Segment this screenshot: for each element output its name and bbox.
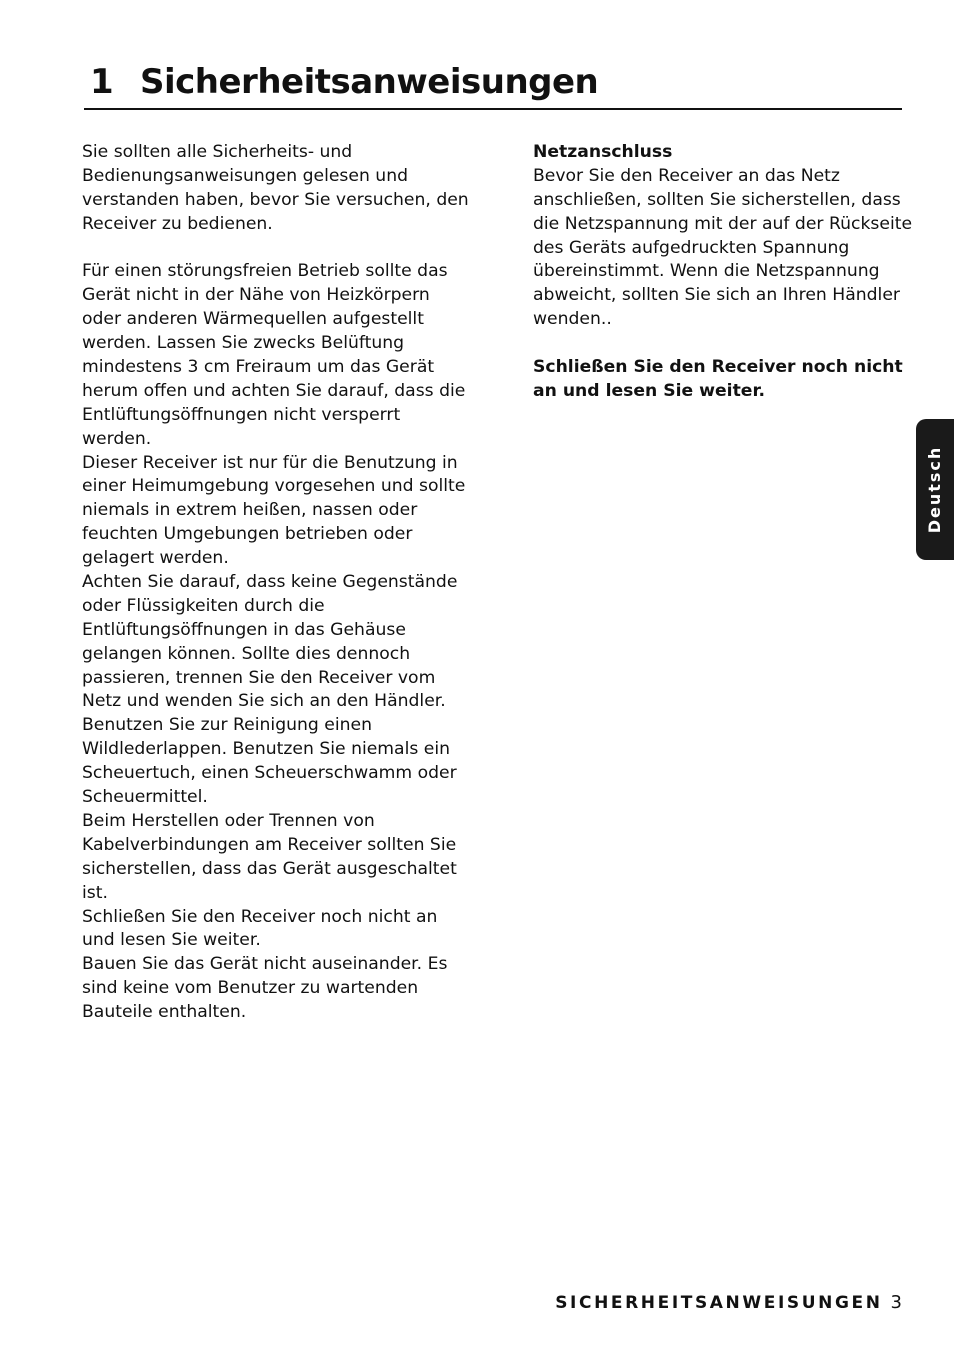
text-line: anschließen, sollten Sie sicherstellen, dass <box>533 189 901 210</box>
text-line: mindestens 3 cm Freiraum um das Gerät <box>82 357 435 378</box>
paragraph-gap <box>82 237 454 261</box>
text-line: Dieser Receiver ist nur für die Benutzung in <box>82 452 458 473</box>
text-line: werden. <box>82 428 152 449</box>
text-line: Bauen Sie das Gerät nicht auseinander. Es <box>82 954 448 975</box>
left-column <box>82 141 469 1025</box>
text-line: Kabelverbindungen am Receiver sollten Sie <box>82 834 457 855</box>
text-line: oder Flüssigkeiten durch die <box>82 595 325 616</box>
page-footer <box>555 1290 902 1316</box>
page-number: 3 <box>890 1292 902 1313</box>
language-tab <box>916 419 954 560</box>
right-column <box>533 141 913 404</box>
text-line: Bauteile enthalten. <box>82 1002 247 1023</box>
chapter-number: 1 <box>90 62 114 102</box>
text-line: Scheuermittel. <box>82 787 208 808</box>
text-line: Sie sollten alle Sicherheits- und <box>82 142 353 162</box>
footer-section-title: SICHERHEITSANWEISUNGEN <box>555 1293 883 1313</box>
text-line: einer Heimumgebung vorgesehen und sollte <box>82 476 466 497</box>
text-line: Beim Herstellen oder Trennen von <box>82 810 375 831</box>
text-line: Entlüftungsöffnungen in das Gehäuse <box>82 619 406 640</box>
text-line: niemals in extrem heißen, nassen oder <box>82 500 418 521</box>
intro-paragraph <box>82 141 469 237</box>
text-line: ist. <box>82 882 108 903</box>
power-connection-subheading: Netzanschluss <box>533 142 673 162</box>
text-line: Schließen Sie den Receiver noch nicht an <box>82 906 438 927</box>
text-line: und lesen Sie weiter. <box>82 930 261 951</box>
paragraph-gap <box>533 332 905 356</box>
text-line: Entlüftungsöffnungen nicht versperrt <box>82 404 401 425</box>
text-line: Netz und wenden Sie sich an den Händler. <box>82 691 446 712</box>
text-line: Schließen Sie den Receiver noch nicht <box>533 357 903 378</box>
power-connection-paragraph <box>533 165 913 332</box>
text-line: übereinstimmt. Wenn die Netzspannung <box>533 261 880 282</box>
text-line: des Geräts aufgedruckten Spannung <box>533 237 850 258</box>
text-line: sicherstellen, dass das Gerät ausgeschaltet <box>82 858 457 879</box>
text-line: gelagert werden. <box>82 548 229 569</box>
text-line: Wildlederlappen. Benutzen Sie niemals ein <box>82 739 451 760</box>
text-line: herum offen und achten Sie darauf, dass die <box>82 380 466 401</box>
text-line: Bedienungsanweisungen gelesen und <box>82 165 409 186</box>
text-line: die Netzspannung mit der auf der Rückseite <box>533 213 913 234</box>
warning-note <box>533 356 905 404</box>
text-line: gelangen können. Sollte dies dennoch <box>82 643 411 664</box>
text-line: Benutzen Sie zur Reinigung einen <box>82 715 372 736</box>
text-line: wenden.. <box>533 309 612 330</box>
text-line: abweicht, sollten Sie sich an Ihren Händler <box>533 285 900 306</box>
safety-instructions <box>82 260 466 1025</box>
text-line: verstanden haben, bevor Sie versuchen, den <box>82 189 469 210</box>
text-line: an und lesen Sie weiter. <box>533 380 765 401</box>
text-line: Bevor Sie den Receiver an das Netz <box>533 165 840 186</box>
text-line: passieren, trennen Sie den Receiver vom <box>82 667 436 688</box>
chapter-title: Sicherheitsanweisungen <box>140 62 599 102</box>
chapter-heading <box>84 58 902 110</box>
text-line: werden. Lassen Sie zwecks Belüftung <box>82 333 405 354</box>
text-line: sind keine vom Benutzer zu wartenden <box>82 978 419 999</box>
text-line: feuchten Umgebungen betrieben oder <box>82 524 413 545</box>
text-line: Für einen störungsfreien Betrieb sollte das <box>82 261 448 282</box>
text-line: Scheuertuch, einen Scheuerschwamm oder <box>82 763 457 784</box>
text-line: Achten Sie darauf, dass keine Gegenstände <box>82 572 458 593</box>
text-line: Receiver zu bedienen. <box>82 213 273 234</box>
text-line: Gerät nicht in der Nähe von Heizkörpern <box>82 285 430 306</box>
text-line: oder anderen Wärmequellen aufgestellt <box>82 309 424 330</box>
language-tab-label: Deutsch <box>925 445 944 534</box>
